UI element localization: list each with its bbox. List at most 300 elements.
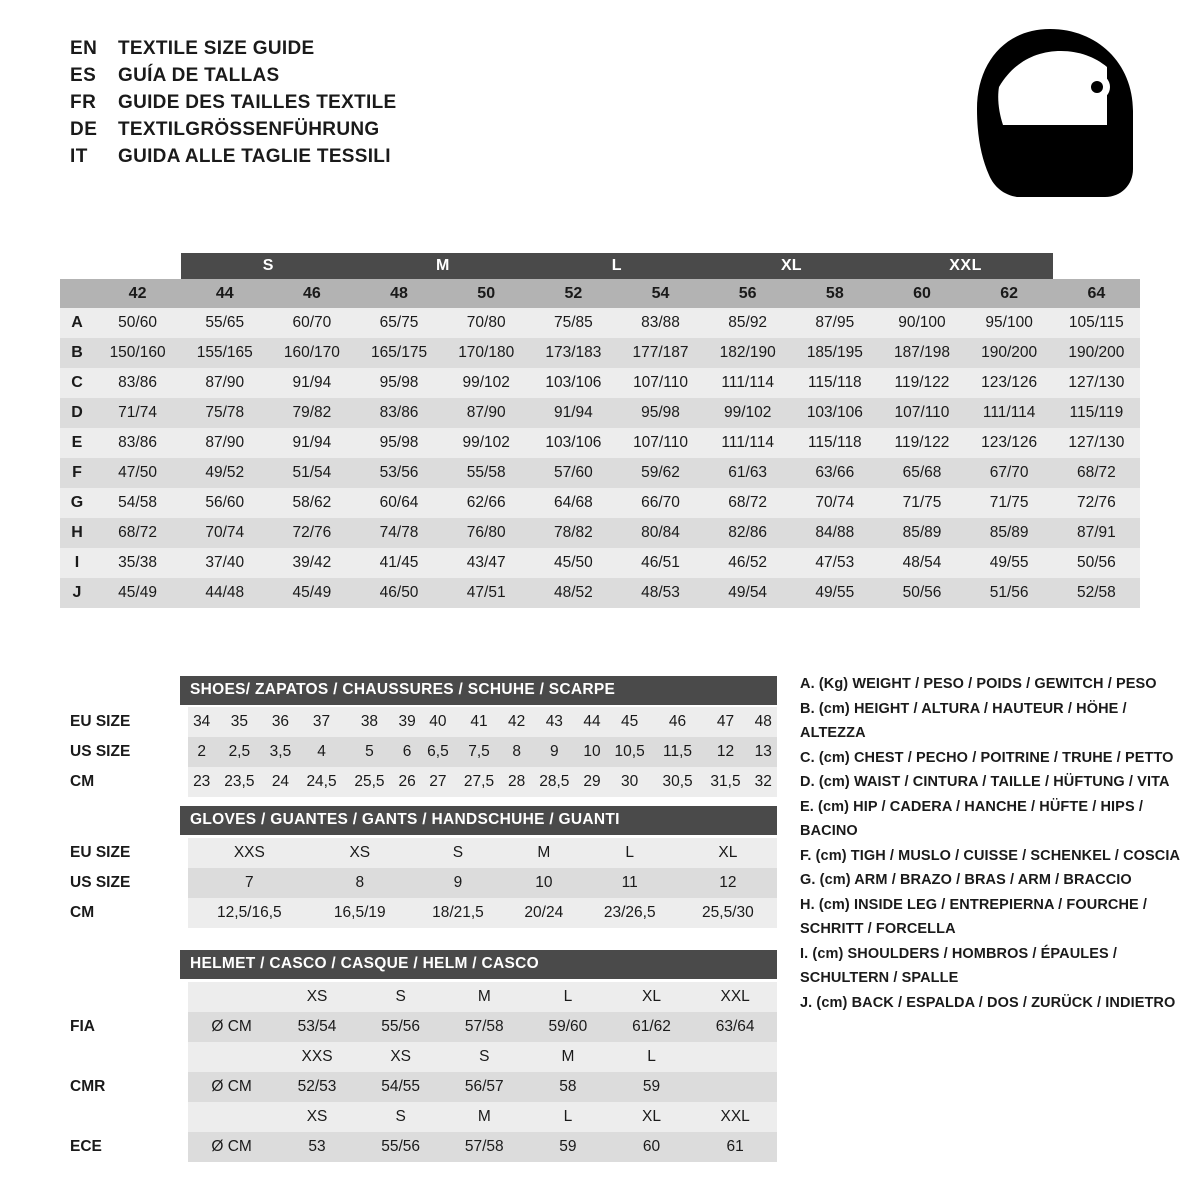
cell: 99/102 [704, 398, 791, 428]
table-row [70, 982, 777, 1012]
cell-empty [188, 982, 275, 1012]
cell: 5 [345, 737, 393, 767]
cell: 8 [311, 868, 409, 898]
cell: 12 [702, 737, 750, 767]
size-col-62: 62 [966, 279, 1053, 308]
cell: 87/90 [181, 428, 268, 458]
shoes-us-label: US SIZE [70, 737, 188, 767]
cell: 48/54 [878, 548, 965, 578]
size-col-52: 52 [530, 279, 617, 308]
gloves-table [70, 838, 777, 928]
cell: 115/118 [791, 428, 878, 458]
table-row [60, 338, 1140, 368]
cell: S [442, 1042, 526, 1072]
cell-unit: Ø CM [188, 1012, 275, 1042]
cell: 11,5 [654, 737, 702, 767]
cell: M [507, 838, 581, 868]
cell: 53 [275, 1132, 359, 1162]
cell: 72/76 [268, 518, 355, 548]
cell: 111/114 [966, 398, 1053, 428]
cell: 87/90 [443, 398, 530, 428]
cell: 28,5 [530, 767, 578, 797]
cell: 41/45 [355, 548, 442, 578]
group-cell-xl-wrap [704, 253, 878, 279]
cell: 80/84 [617, 518, 704, 548]
cell: 43/47 [443, 548, 530, 578]
cell: 65/68 [878, 458, 965, 488]
group-cell-s: S [181, 253, 355, 279]
cell: 91/94 [530, 398, 617, 428]
header-title-fr: GUIDE DES TAILLES TEXTILE [118, 92, 397, 113]
cell: 48/52 [530, 578, 617, 608]
cell-empty [188, 1042, 275, 1072]
textile-size-table [60, 253, 1140, 608]
row-key-h: H [60, 518, 94, 548]
cell: 12 [679, 868, 777, 898]
helmet-fia-sizes-label [70, 982, 188, 1012]
cell: 79/82 [268, 398, 355, 428]
helmet-title: HELMET / CASCO / CASQUE / HELM / CASCO [180, 950, 777, 979]
cell: 150/160 [94, 338, 181, 368]
cell: 55/56 [359, 1012, 443, 1042]
cell: 35 [215, 707, 263, 737]
header-row-en [70, 38, 396, 65]
header-row-es [70, 65, 396, 92]
cell: 84/88 [791, 518, 878, 548]
cell: 27,5 [455, 767, 503, 797]
cell: 160/170 [268, 338, 355, 368]
table-row [70, 898, 777, 928]
cell: 36 [263, 707, 297, 737]
cell: XL [679, 838, 777, 868]
cell: 10 [578, 737, 605, 767]
shoes-eu-label: EU SIZE [70, 707, 188, 737]
cell: 46/51 [617, 548, 704, 578]
cell: 49/55 [791, 578, 878, 608]
cell: 74/78 [355, 518, 442, 548]
size-number-row [60, 279, 1140, 308]
cell: S [409, 838, 507, 868]
row-key-d: D [60, 398, 94, 428]
cell: 190/200 [966, 338, 1053, 368]
row-key-b: B [60, 338, 94, 368]
cell: 62/66 [443, 488, 530, 518]
table-row [60, 308, 1140, 338]
group-cell-m: M [355, 253, 529, 279]
cell: 91/94 [268, 428, 355, 458]
cell: 61/62 [610, 1012, 694, 1042]
cell: 57/58 [442, 1012, 526, 1042]
helmet-ece-sizes-label [70, 1102, 188, 1132]
cell: 42 [503, 707, 530, 737]
gloves-block [180, 806, 777, 835]
table-row [60, 488, 1140, 518]
cell: 45 [606, 707, 654, 737]
cell: 20/24 [507, 898, 581, 928]
cell: 46 [654, 707, 702, 737]
cell: 99/102 [443, 368, 530, 398]
cell: 6 [393, 737, 420, 767]
legend-item-d: D. (cm) WAIST / CINTURA / TAILLE / HÜFTUNG / VITA [800, 774, 1170, 790]
helmet-ece-label: ECE [70, 1132, 188, 1162]
cell: 72/76 [1053, 488, 1140, 518]
row-key-f: F [60, 458, 94, 488]
cell: 119/122 [878, 368, 965, 398]
cell: 173/183 [530, 338, 617, 368]
cell: 50/60 [94, 308, 181, 338]
cell: 23/26,5 [581, 898, 679, 928]
table-row [70, 868, 777, 898]
cell: 75/85 [530, 308, 617, 338]
cell: 10,5 [606, 737, 654, 767]
size-col-58: 58 [791, 279, 878, 308]
cell: 127/130 [1053, 368, 1140, 398]
cell: 71/75 [878, 488, 965, 518]
cell: 185/195 [791, 338, 878, 368]
table-row [70, 838, 777, 868]
header-row-it [70, 146, 396, 173]
gloves-title: GLOVES / GUANTES / GANTS / HANDSCHUHE / GUANTI [180, 806, 777, 835]
cell: 107/110 [878, 398, 965, 428]
table-row [70, 1102, 777, 1132]
helmet-fia-label: FIA [70, 1012, 188, 1042]
table-row [60, 578, 1140, 608]
cell: 60 [610, 1132, 694, 1162]
cell: 4 [298, 737, 346, 767]
table-row [70, 1132, 777, 1162]
cell: 53/54 [275, 1012, 359, 1042]
cell: 60/64 [355, 488, 442, 518]
cell: XXS [275, 1042, 359, 1072]
cell: 83/86 [94, 428, 181, 458]
cell: S [359, 982, 443, 1012]
cell: 123/126 [966, 428, 1053, 458]
cell: 95/100 [966, 308, 1053, 338]
header-title-es: GUÍA DE TALLAS [118, 65, 280, 86]
cell: 187/198 [878, 338, 965, 368]
cell: 111/114 [704, 428, 791, 458]
cell: 25,5 [345, 767, 393, 797]
cell: L [610, 1042, 694, 1072]
cell: 23 [188, 767, 215, 797]
cell: 85/89 [878, 518, 965, 548]
group-cell-xxl: XXL [878, 253, 1052, 279]
row-key-e: E [60, 428, 94, 458]
cell: 177/187 [617, 338, 704, 368]
cell: 24 [263, 767, 297, 797]
cell: 165/175 [355, 338, 442, 368]
cell: 115/119 [1053, 398, 1140, 428]
table-row [70, 767, 777, 797]
cell: L [526, 1102, 610, 1132]
header-lang-it: IT [70, 146, 88, 167]
table-row [60, 398, 1140, 428]
cell: 18/21,5 [409, 898, 507, 928]
cell: 85/92 [704, 308, 791, 338]
table-row [60, 458, 1140, 488]
cell: 49/52 [181, 458, 268, 488]
cell: 71/75 [966, 488, 1053, 518]
legend-item-e: E. (cm) HIP / CADERA / HANCHE / HÜFTE / HIPS / BACINO [800, 798, 1143, 839]
size-col-64: 64 [1053, 279, 1140, 308]
legend-item-g: G. (cm) ARM / BRAZO / BRAS / ARM / BRACCIO [800, 872, 1132, 888]
shoes-table [70, 707, 777, 797]
cell: 52/58 [1053, 578, 1140, 608]
header-title-it: GUIDA ALLE TAGLIE TESSILI [118, 146, 391, 167]
cell: 67/70 [966, 458, 1053, 488]
cell: 16,5/19 [311, 898, 409, 928]
row-key-c: C [60, 368, 94, 398]
table-row [70, 1042, 777, 1072]
gloves-us-label: US SIZE [70, 868, 188, 898]
cell: 87/95 [791, 308, 878, 338]
cell: XXL [693, 1102, 777, 1132]
cell: 39/42 [268, 548, 355, 578]
cell: 68/72 [94, 518, 181, 548]
cell: 115/118 [791, 368, 878, 398]
cell: 53/56 [355, 458, 442, 488]
cell: 123/126 [966, 368, 1053, 398]
cell: 55/65 [181, 308, 268, 338]
cell: 7,5 [455, 737, 503, 767]
legend-item-j: J. (cm) BACK / ESPALDA / DOS / ZURÜCK / INDIETRO [800, 994, 1176, 1011]
cell: 50/56 [1053, 548, 1140, 578]
row-key-a: A [60, 308, 94, 338]
cell: 57/58 [442, 1132, 526, 1162]
cell: 44/48 [181, 578, 268, 608]
cell: 56/60 [181, 488, 268, 518]
cell: 83/86 [355, 398, 442, 428]
cell: 32 [749, 767, 777, 797]
table-row [60, 368, 1140, 398]
cell: XS [359, 1042, 443, 1072]
cell: 95/98 [617, 398, 704, 428]
cell: 182/190 [704, 338, 791, 368]
cell: 65/75 [355, 308, 442, 338]
cell: 56/57 [442, 1072, 526, 1102]
header-row-fr [70, 92, 396, 119]
cell: 35/38 [94, 548, 181, 578]
cell: 190/200 [1053, 338, 1140, 368]
cell: 49/55 [966, 548, 1053, 578]
group-header-row [60, 253, 1140, 279]
size-col-60: 60 [878, 279, 965, 308]
cell: M [442, 1102, 526, 1132]
cell-empty [693, 1042, 777, 1072]
cell: 11 [581, 868, 679, 898]
cell: 52/53 [275, 1072, 359, 1102]
helmet-table [70, 982, 777, 1162]
group-cell-l: L [530, 253, 704, 279]
gloves-cm-label: CM [70, 898, 188, 928]
cell: 37 [298, 707, 346, 737]
table-row [60, 548, 1140, 578]
cell: 9 [530, 737, 578, 767]
group-cell-64 [1053, 253, 1140, 279]
cell: 54/58 [94, 488, 181, 518]
cell: 58 [526, 1072, 610, 1102]
row-key-g: G [60, 488, 94, 518]
cell: 8 [503, 737, 530, 767]
helmet-cmr-label: CMR [70, 1072, 188, 1102]
cell: XXS [188, 838, 311, 868]
group-empty-left [60, 253, 94, 279]
cell: XL [610, 1102, 694, 1132]
table-row [70, 707, 777, 737]
cell: XXL [693, 982, 777, 1012]
cell: 37/40 [181, 548, 268, 578]
cell: 71/74 [94, 398, 181, 428]
cell: 87/90 [181, 368, 268, 398]
cell: 82/86 [704, 518, 791, 548]
cell: 103/106 [530, 428, 617, 458]
cell: 103/106 [530, 368, 617, 398]
cell: 95/98 [355, 428, 442, 458]
cell: 47/53 [791, 548, 878, 578]
gloves-eu-label: EU SIZE [70, 838, 188, 868]
cell: S [359, 1102, 443, 1132]
cell: 45/49 [268, 578, 355, 608]
table-row [60, 428, 1140, 458]
cell: 9 [409, 868, 507, 898]
cell: 51/56 [966, 578, 1053, 608]
cell: 107/110 [617, 428, 704, 458]
cell: 63/66 [791, 458, 878, 488]
cell: 119/122 [878, 428, 965, 458]
cell: 45/49 [94, 578, 181, 608]
cell: L [581, 838, 679, 868]
table-row [70, 737, 777, 767]
cell: 29 [578, 767, 605, 797]
cell: 127/130 [1053, 428, 1140, 458]
size-col-54: 54 [617, 279, 704, 308]
cell: 47 [702, 707, 750, 737]
cell: 91/94 [268, 368, 355, 398]
cell: 49/54 [704, 578, 791, 608]
cell: 60/70 [268, 308, 355, 338]
legend-item-c: C. (cm) CHEST / PECHO / POITRINE / TRUHE / PETTO [800, 749, 1174, 766]
cell: XS [311, 838, 409, 868]
cell: 41 [455, 707, 503, 737]
cell: 83/86 [94, 368, 181, 398]
cell: 66/70 [617, 488, 704, 518]
cell: 61/63 [704, 458, 791, 488]
cell: 87/91 [1053, 518, 1140, 548]
cell: 24,5 [298, 767, 346, 797]
cell: 70/74 [181, 518, 268, 548]
size-col-46: 46 [268, 279, 355, 308]
cell: 64/68 [530, 488, 617, 518]
cell: 27 [421, 767, 455, 797]
header-lang-es: ES [70, 65, 97, 86]
shoes-block [180, 676, 777, 705]
size-col-56: 56 [704, 279, 791, 308]
size-col-44: 44 [181, 279, 268, 308]
cell: 2 [188, 737, 215, 767]
cell-unit: Ø CM [188, 1132, 275, 1162]
legend-item-h: H. (cm) INSIDE LEG / ENTREPIERNA / FOURCHE / SCHRITT / FORCELLA [800, 896, 1148, 937]
group-cell-m-wrap [355, 253, 529, 279]
cell: 70/80 [443, 308, 530, 338]
header-row-de [70, 119, 396, 146]
cell: 70/74 [791, 488, 878, 518]
cell: 3,5 [263, 737, 297, 767]
cell: 85/89 [966, 518, 1053, 548]
cell: 55/56 [359, 1132, 443, 1162]
cell-empty [188, 1102, 275, 1132]
cell: 47/50 [94, 458, 181, 488]
cell: 105/115 [1053, 308, 1140, 338]
cell: 103/106 [791, 398, 878, 428]
cell: 26 [393, 767, 420, 797]
cell: 45/50 [530, 548, 617, 578]
cell: 111/114 [704, 368, 791, 398]
cell: 13 [749, 737, 777, 767]
cell: 47/51 [443, 578, 530, 608]
cell: 59/62 [617, 458, 704, 488]
cell: 2,5 [215, 737, 263, 767]
cell: 155/165 [181, 338, 268, 368]
cell: 68/72 [704, 488, 791, 518]
cell: XL [610, 982, 694, 1012]
cell: M [442, 982, 526, 1012]
header-lang-de: DE [70, 119, 98, 140]
cell: 99/102 [443, 428, 530, 458]
cell: 51/54 [268, 458, 355, 488]
helmet-cmr-sizes-label [70, 1042, 188, 1072]
header-title-de: TEXTILGRÖSSENFÜHRUNG [118, 119, 380, 140]
size-row-corner [60, 279, 94, 308]
cell: XS [275, 1102, 359, 1132]
table-row [60, 518, 1140, 548]
cell: 55/58 [443, 458, 530, 488]
cell: 39 [393, 707, 420, 737]
cell: XS [275, 982, 359, 1012]
size-col-48: 48 [355, 279, 442, 308]
cell: 31,5 [702, 767, 750, 797]
cell: 40 [421, 707, 455, 737]
cell: 34 [188, 707, 215, 737]
cell: 107/110 [617, 368, 704, 398]
cell: 48 [749, 707, 777, 737]
shoes-cm-label: CM [70, 767, 188, 797]
cell: 59 [610, 1072, 694, 1102]
helmet-block [180, 950, 777, 979]
cell: 59/60 [526, 1012, 610, 1042]
header-lang-fr: FR [70, 92, 97, 113]
cell: 46/50 [355, 578, 442, 608]
helmet-icon [955, 25, 1145, 205]
cell: 75/78 [181, 398, 268, 428]
cell: 48/53 [617, 578, 704, 608]
cell: 38 [345, 707, 393, 737]
shoes-title: SHOES/ ZAPATOS / CHAUSSURES / SCHUHE / SCARPE [180, 676, 777, 705]
legend-item-b: B. (cm) HEIGHT / ALTURA / HAUTEUR / HÖHE / ALTEZZA [800, 700, 1127, 741]
row-key-j: J [60, 578, 94, 608]
cell: 76/80 [443, 518, 530, 548]
cell: 6,5 [421, 737, 455, 767]
cell: 30 [606, 767, 654, 797]
cell: 59 [526, 1132, 610, 1162]
cell: 28 [503, 767, 530, 797]
legend-item-i: I. (cm) SHOULDERS / HOMBROS / ÉPAULES / SCHULTERN / SPALLE [800, 945, 1118, 986]
header [70, 38, 396, 173]
cell: 50/56 [878, 578, 965, 608]
cell: 58/62 [268, 488, 355, 518]
cell: 46/52 [704, 548, 791, 578]
cell: 95/98 [355, 368, 442, 398]
header-title-en: TEXTILE SIZE GUIDE [118, 38, 315, 59]
